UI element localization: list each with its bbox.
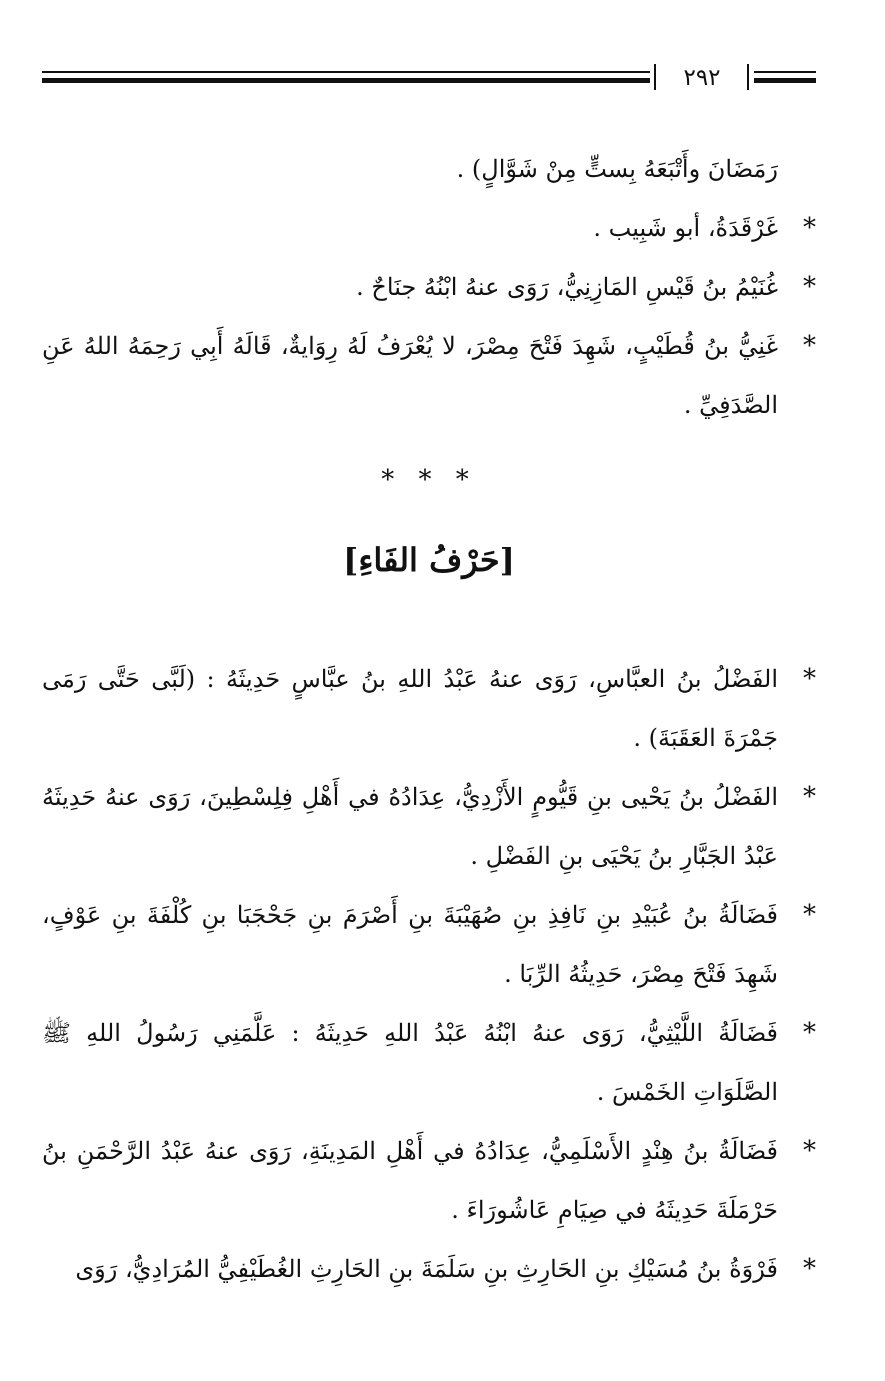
page-body: [42, 140, 816, 1299]
entry-text: غَرْقَدَةُ، أبو شَبِيب .: [593, 214, 778, 242]
header-bar-right: [747, 64, 749, 90]
asterisk-bullet: *: [803, 331, 816, 361]
asterisk-bullet: *: [803, 272, 816, 302]
page-number: ٢٩٢: [683, 65, 721, 91]
entry-ghaniy: [42, 317, 816, 435]
entry-text: فَرْوَةُ بنُ مُسَيْكِ بنِ الحَارِثِ بنِ سَلَمَةَ بنِ الحَارِثِ الغُطَيْفِيُّ المُرَادِيُّ، رَوَى: [75, 1255, 778, 1283]
asterisk-bullet: *: [803, 1018, 816, 1048]
section-title: [حَرْفُ الفَاءِ]: [343, 541, 515, 579]
entry-fadala-hind: [42, 1122, 816, 1240]
entry-fadala-laythi: [42, 1004, 816, 1122]
entry-fadl-abbas: [42, 650, 816, 768]
page-header: [42, 62, 816, 94]
entry-text: فَضَالَةُ بنُ عُبَيْدِ بنِ نَافِذِ بنِ صُهَيْبَةَ بنِ أَصْرَمَ بنِ جَحْجَبَا بنِ كُلْفَةَ بنِ عَوْفٍ، شَهِدَ فَتْحَ مِصْرَ، حَدِيثُهُ الرِّبَا .: [42, 901, 778, 988]
section-divider: * * *: [381, 465, 477, 495]
entry-ghurqada: [42, 199, 816, 258]
asterisk-bullet: *: [803, 213, 816, 243]
asterisk-bullet: *: [803, 1254, 816, 1284]
entry-farwa: [42, 1240, 816, 1299]
entry-text: فَضَالَةُ بنُ هِنْدٍ الأَسْلَمِيُّ، عِدَادُهُ في أَهْلِ المَدِينَةِ، رَوَى عنهُ عَبْدُ الرَّحْمَنِ بنُ حَرْمَلَةَ حَدِيثَهُ في صِيَامِ عَاشُورَاءَ .: [42, 1137, 778, 1224]
header-rule-left: [42, 71, 650, 83]
header-rule-right: [754, 71, 816, 83]
header-bar-left: [654, 64, 656, 90]
entry-fadl-yahya: [42, 768, 816, 886]
entry-fadala-ubayd: [42, 886, 816, 1004]
asterisk-bullet: *: [803, 782, 816, 812]
asterisk-bullet: *: [803, 1136, 816, 1166]
entry-text: غُنَيْمُ بنُ قَيْسِ المَازِنِيُّ، رَوَى عنهُ ابْنُهُ جنَاحٌ .: [356, 273, 778, 301]
asterisk-bullet: *: [803, 664, 816, 694]
entry-ghunaym: [42, 258, 816, 317]
continued-text: رَمَضَانَ وأَتْبَعَهُ بِستٍّ مِنْ شَوَّالٍ) .: [456, 155, 778, 183]
entry-text: الفَضْلُ بنُ يَحْيى بنِ قَيُّومٍ الأَزْدِيُّ، عِدَادُهُ في أَهْلِ فِلِسْطِينَ، رَوَى عنهُ حَدِيثَهُ عَبْدُ الجَبَّارِ بنُ يَحْيَى بنِ الفَضْلِ .: [42, 783, 778, 870]
entry-text: غَنِيُّ بنُ قُطَيْبٍ، شَهِدَ فَتْحَ مِصْرَ، لا يُعْرَفُ لَهُ رِوَايةٌ، قَالَهُ أَبِي رَحِمَهُ اللهُ عَنِ الصَّدَفِيِّ .: [42, 332, 778, 419]
entry-text: فَضَالَةُ اللَّيْثِيُّ، رَوَى عنهُ ابْنُهُ عَبْدُ اللهِ حَدِيثَهُ : عَلَّمَنِي رَسُولُ اللهِ ﷺ الصَّلَوَاتِ الخَمْسَ .: [42, 1019, 778, 1106]
entry-text: الفَضْلُ بنُ العبَّاسِ، رَوَى عنهُ عَبْدُ اللهِ بنُ عبَّاسٍ حَدِيثَهُ : (لَبَّى حَتَّى رَمَى جَمْرَةَ العَقَبَةَ) .: [42, 665, 778, 752]
asterisk-bullet: *: [803, 900, 816, 930]
